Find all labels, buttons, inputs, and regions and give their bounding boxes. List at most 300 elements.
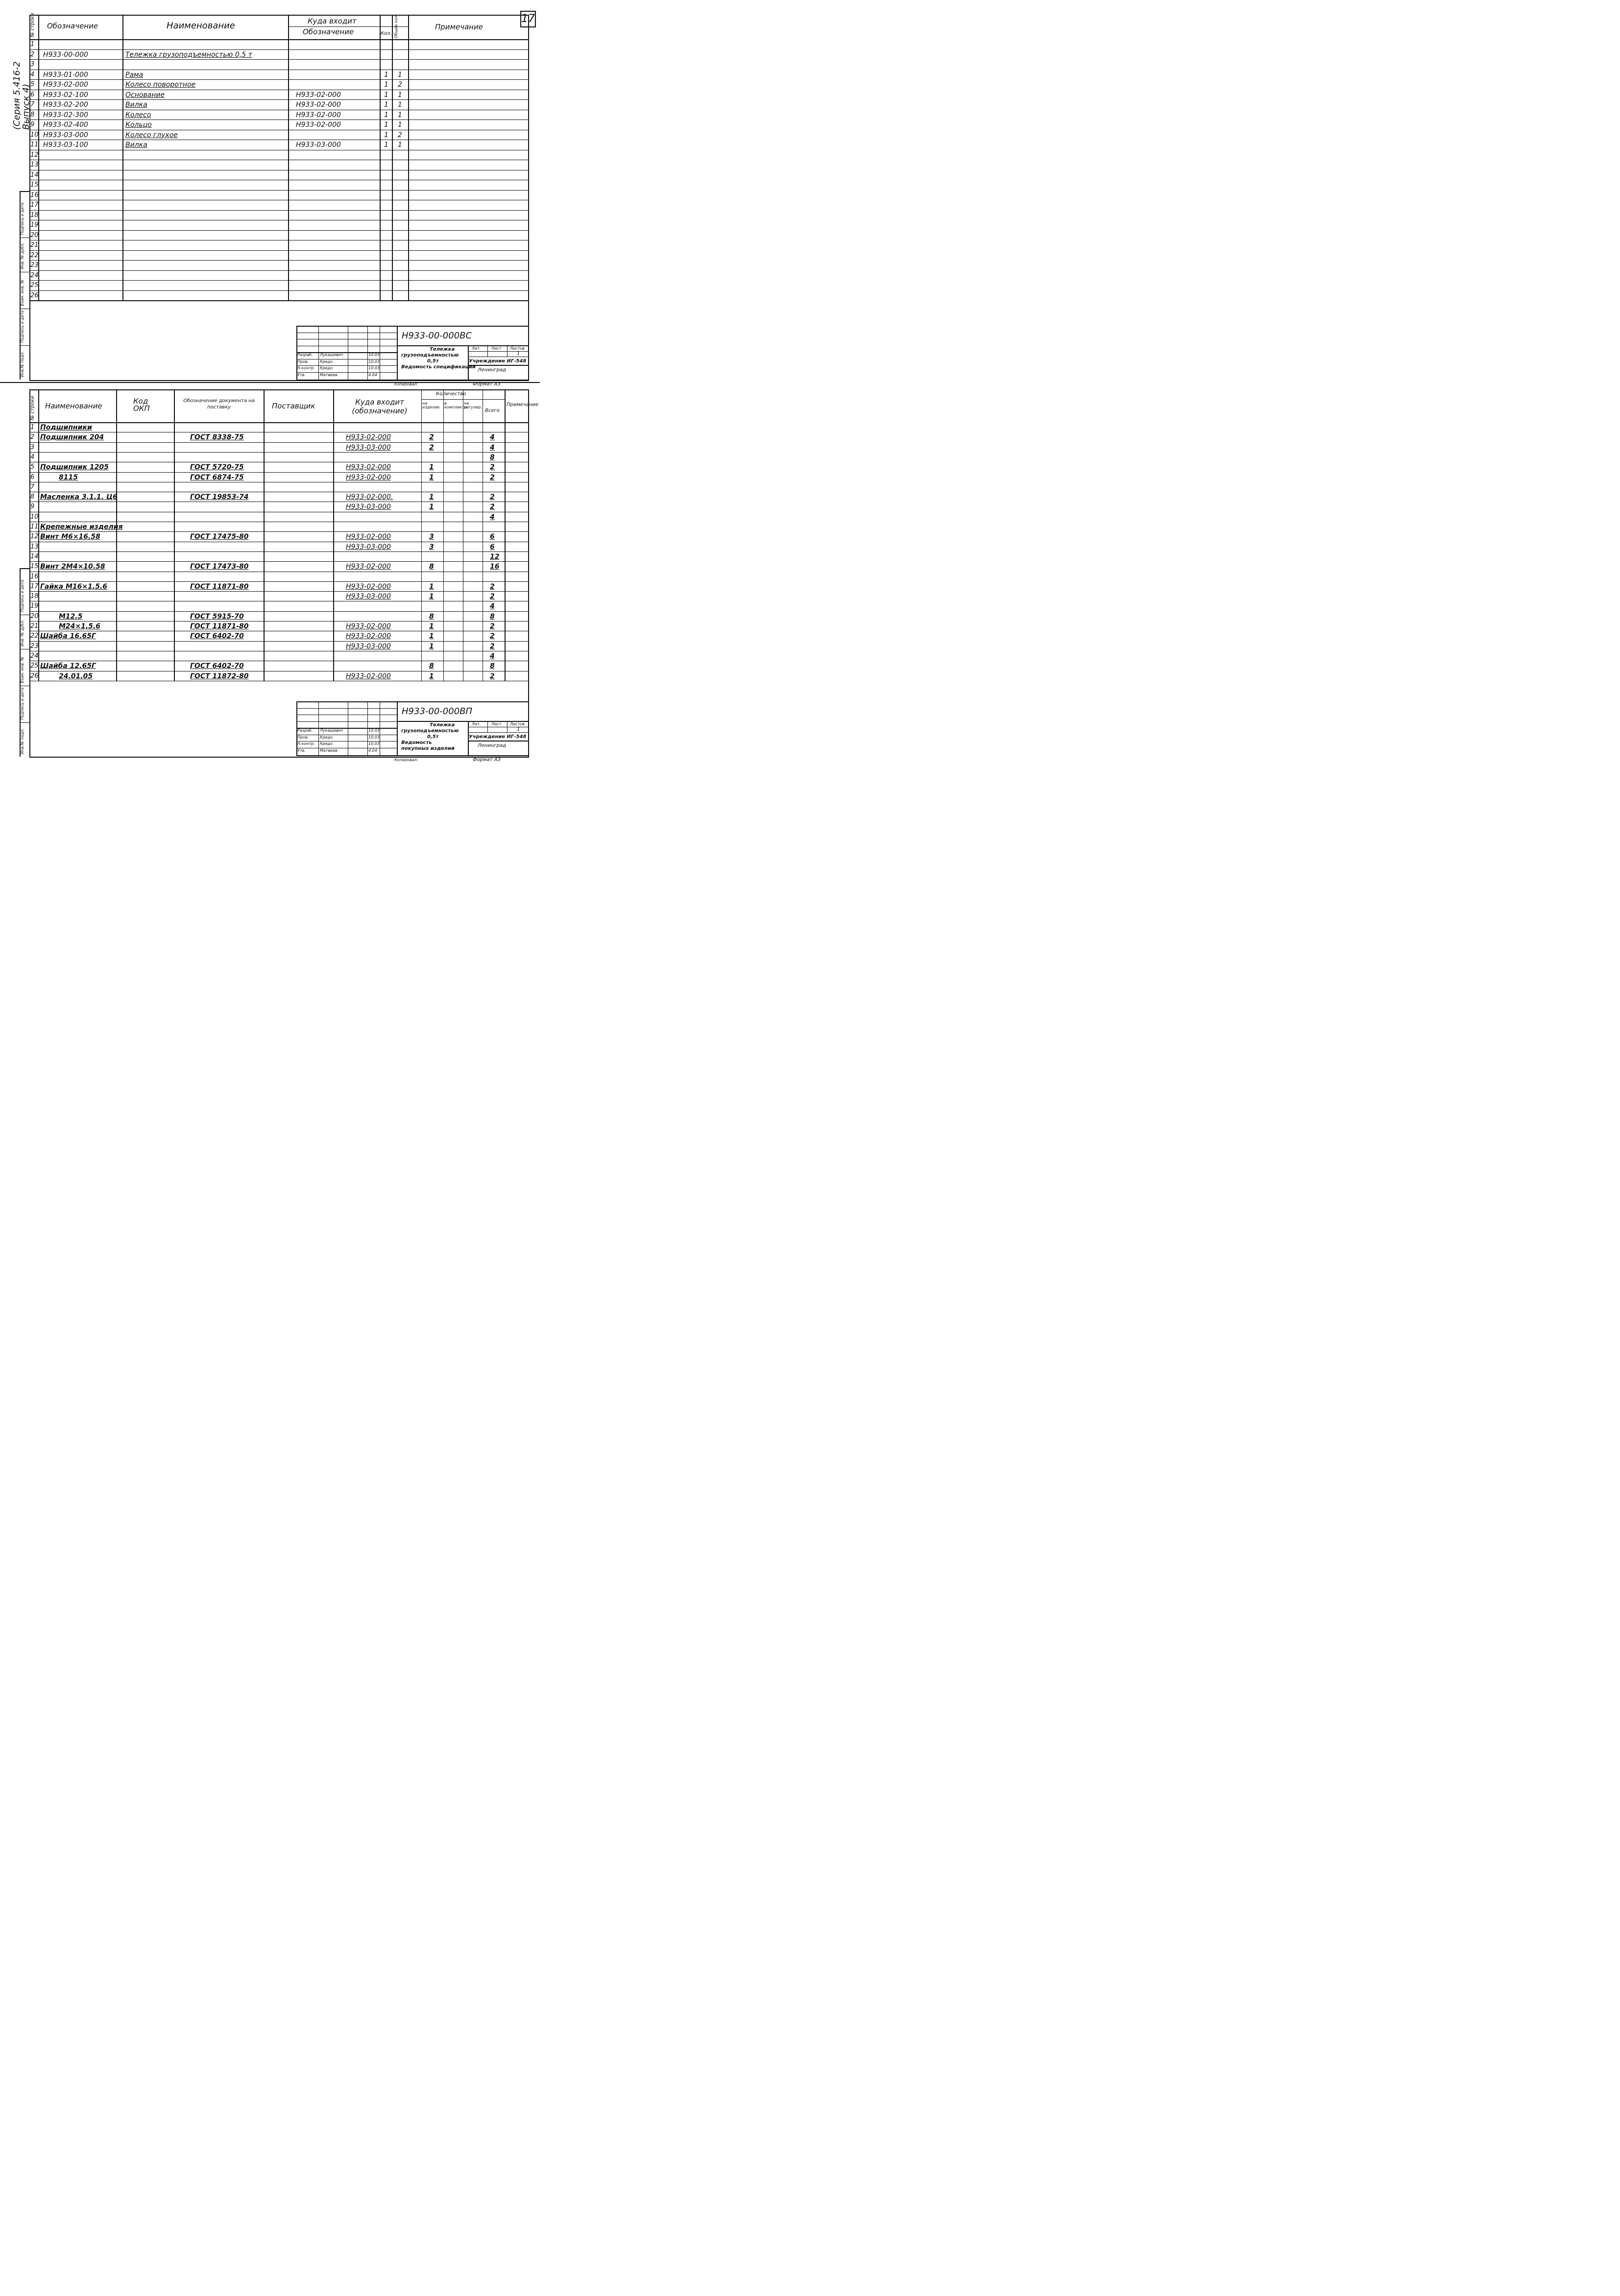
row-supply-doc: ГОСТ 19853-74 [190, 493, 249, 502]
margin-label: Подпись и дата [20, 579, 24, 612]
row-where-used: Н933-02-000 [296, 121, 341, 129]
grid-line [296, 372, 397, 373]
signer-role: Утв. [297, 372, 306, 377]
row-total: 8 [490, 612, 495, 621]
signer-role: Разраб. [297, 353, 313, 357]
row-total: 8 [490, 453, 495, 461]
row-number: 15 [30, 563, 39, 571]
city: Ленинград [478, 367, 506, 373]
row-where-used: Н933-03-000 [346, 642, 391, 650]
margin-label: Взам. инв. № [20, 279, 24, 306]
grid-line [29, 611, 529, 612]
row-number: 1 [30, 424, 35, 431]
header-okp: Код ОКП [133, 397, 150, 413]
series-note: (Серия 5.416-2 Выпуск 4) [12, 61, 31, 130]
row-qty: 1 [384, 121, 388, 129]
row-supply-doc: ГОСТ 17473-80 [190, 563, 249, 571]
row-number: 6 [30, 473, 35, 481]
row-where-used: Н933-03-000 [296, 141, 341, 149]
row-qty: 1 [384, 111, 388, 119]
header-supplier: Поставщик [272, 402, 315, 410]
header-qty: Кол. [381, 31, 392, 36]
row-number: 16 [30, 191, 39, 199]
copied-by: Копировал: [394, 382, 418, 386]
row-number: 12 [30, 151, 39, 159]
document-code: Н933-00-000ВС [402, 331, 472, 341]
sheets-value: 1 [517, 351, 520, 357]
title-line: грузоподъемностью [401, 728, 459, 734]
row-per-item: 1 [429, 593, 434, 601]
row-total: 2 [490, 593, 495, 601]
row-designation: Н933-00-000 [43, 50, 88, 59]
grid-line [296, 721, 397, 722]
grid-line [397, 701, 398, 756]
sign-date: 10.03 [368, 366, 380, 370]
row-per-item: 1 [429, 672, 434, 680]
row-per-item: 1 [429, 622, 434, 630]
row-total: 2 [398, 81, 402, 89]
sheets-value: 1 [517, 727, 520, 732]
row-number: 2 [30, 433, 35, 441]
sheet-divider [0, 382, 540, 383]
sheet-label: Лист [491, 722, 502, 726]
header-supply-doc: Обозначение документа на поставку [183, 398, 255, 410]
row-number: 17 [30, 201, 39, 209]
row-number: 25 [30, 282, 39, 289]
row-where-used: Н933-02-000 [346, 433, 391, 442]
grid-line [29, 442, 529, 443]
grid-line [29, 260, 529, 261]
row-name: Крепежные изделия [40, 523, 123, 531]
row-total: 1 [398, 91, 402, 99]
signer-role: Н.контр. [297, 366, 315, 370]
row-designation: Н933-01-000 [43, 71, 88, 79]
grid-line [505, 389, 506, 681]
row-where-used: Н933-02-000 [296, 111, 341, 119]
row-number: 25 [30, 662, 39, 670]
row-number: 21 [30, 622, 39, 630]
header-note: Примечание [435, 23, 483, 31]
row-total: 4 [490, 513, 495, 521]
title-line: Ведомость [401, 740, 432, 745]
row-where-used: Н933-02-000. [346, 493, 393, 502]
row-number: 13 [30, 543, 39, 550]
row-name: Колесо поворотное [125, 81, 196, 89]
header-name: Наименование [167, 21, 235, 31]
paper-format: Формат А3 [473, 382, 501, 387]
row-total: 12 [490, 552, 500, 561]
grid-line [29, 190, 529, 191]
margin-label: Взам. инв. № [20, 656, 24, 683]
grid-line [408, 15, 409, 300]
row-name: Гайка М16×1,5.6 [40, 582, 108, 591]
row-name: Винт М6×16.58 [40, 533, 100, 541]
row-name: Масленка 3.1.1. Ц6 [40, 493, 118, 502]
row-number: 2 [30, 50, 35, 58]
row-number: 26 [30, 672, 39, 680]
sign-date: 10.03 [368, 741, 380, 746]
row-qty: 1 [384, 131, 388, 139]
header-quantity: Количество [436, 391, 466, 397]
grid-line [29, 270, 529, 271]
title-line: Тележка [430, 722, 455, 728]
grid-line [29, 581, 529, 582]
row-number: 23 [30, 642, 39, 650]
row-total: 2 [490, 632, 495, 641]
header-per-kit: в комплекты [444, 401, 467, 409]
row-where-used: Н933-02-000 [346, 582, 391, 591]
row-total: 4 [490, 652, 495, 660]
row-name: Кольцо [125, 121, 152, 129]
organization: Учреждение ИГ-548 [469, 359, 527, 364]
copied-by: Копировал: [394, 758, 418, 762]
grid-line [288, 26, 408, 27]
row-name: 24.01.05 [59, 672, 93, 680]
header-where-designation: Обозначение [303, 27, 354, 36]
row-number: 6 [30, 91, 35, 98]
lit-label: Лит. [472, 722, 481, 726]
margin-label: Инв.№ подл. [20, 728, 24, 754]
row-qty: 1 [384, 71, 388, 79]
row-designation: Н933-03-100 [43, 141, 88, 149]
title-line: 0,5т [427, 359, 439, 364]
row-name: Подшипники [40, 424, 92, 431]
grid-line [29, 290, 529, 291]
row-number: 5 [30, 463, 35, 471]
row-supply-doc: ГОСТ 8338-75 [190, 433, 244, 442]
grid-line [296, 708, 397, 709]
row-name: Подшипник 1205 [40, 463, 109, 472]
row-per-item: 3 [429, 533, 434, 541]
signer-name: Кредо [320, 359, 333, 364]
row-per-item: 1 [429, 463, 434, 472]
grid-line [380, 15, 381, 300]
row-number: 10 [30, 131, 39, 139]
grid-line [122, 15, 123, 300]
row-per-item: 2 [429, 443, 434, 452]
row-where-used: Н933-02-000 [346, 622, 391, 630]
grid-line [29, 591, 529, 592]
row-supply-doc: ГОСТ 6874-75 [190, 473, 244, 481]
row-per-item: 2 [429, 433, 434, 442]
row-number: 4 [30, 71, 35, 78]
row-supply-doc: ГОСТ 11871-80 [190, 622, 249, 630]
row-number: 22 [30, 632, 39, 640]
row-name: Тележка грузоподъемностью 0,5 т [125, 50, 252, 59]
signer-role: Утв. [297, 748, 306, 753]
sheet-label: Лист [491, 346, 502, 351]
row-designation: Н933-03-000 [43, 131, 88, 139]
grid-line [507, 721, 508, 732]
row-where-used: Н933-03-000 [346, 503, 391, 511]
row-where-used: Н933-02-000 [346, 473, 391, 481]
signer-name: Кредо [320, 366, 333, 370]
row-designation: Н933-02-100 [43, 91, 88, 99]
row-number: 21 [30, 241, 39, 249]
row-supply-doc: ГОСТ 11872-80 [190, 672, 249, 680]
row-per-item: 1 [429, 503, 434, 511]
grid-line [392, 15, 393, 300]
row-total: 2 [490, 463, 495, 472]
row-number: 11 [30, 523, 39, 530]
margin-label: Инв. № дубл. [20, 242, 24, 269]
title-line: Тележка [430, 347, 455, 352]
row-number: 23 [30, 262, 39, 269]
row-number: 8 [30, 111, 35, 119]
header-name: Наименование [45, 402, 102, 410]
margin-label: Подпись и дата [20, 202, 24, 235]
grid-line [421, 389, 422, 681]
grid-line [29, 39, 529, 40]
grid-line [29, 422, 529, 423]
signer-name: Матвеев [320, 372, 338, 377]
grid-line [29, 472, 529, 473]
row-number: 24 [30, 271, 39, 279]
row-where-used: Н933-02-000 [296, 101, 341, 109]
grid-line [264, 389, 265, 681]
grid-line [174, 389, 175, 681]
row-name: 8115 [59, 473, 78, 481]
row-number: 3 [30, 61, 35, 68]
row-total: 4 [490, 433, 495, 442]
row-name: Шайба 16.65Г [40, 632, 96, 641]
row-supply-doc: ГОСТ 5720-75 [190, 463, 244, 472]
row-number: 26 [30, 291, 39, 299]
grid-line [29, 551, 529, 552]
margin-label: Подпись и дата [20, 310, 24, 343]
row-name: Вилка [125, 141, 147, 149]
row-number: 8 [30, 493, 35, 501]
grid-line [421, 399, 505, 400]
row-per-item: 1 [429, 632, 434, 641]
header-total: Всего [485, 408, 500, 413]
row-per-item: 1 [429, 582, 434, 591]
row-total: 2 [490, 672, 495, 680]
row-number: 16 [30, 573, 39, 580]
margin-label: Инв.№ подл. [20, 351, 24, 377]
grid-line [468, 732, 529, 733]
sheet-number: 17 [520, 11, 536, 27]
grid-line [29, 280, 529, 281]
row-total: 1 [398, 111, 402, 119]
row-total: 6 [490, 533, 495, 541]
grid-line [507, 345, 508, 357]
row-total: 1 [398, 71, 402, 79]
grid-line [29, 452, 529, 453]
sign-date: 10.03 [368, 735, 380, 740]
grid-line [29, 300, 529, 301]
row-name: Основание [125, 91, 165, 99]
row-number: 19 [30, 221, 39, 229]
organization: Учреждение ИГ-548 [469, 734, 527, 740]
header-where-used: Куда входит [308, 17, 357, 25]
row-where-used: Н933-02-000 [346, 672, 391, 680]
row-where-used: Н933-03-000 [346, 593, 391, 601]
document-code: Н933-00-000ВП [402, 706, 473, 717]
row-number: 4 [30, 453, 35, 461]
grid-line [29, 561, 529, 562]
row-total: 16 [490, 563, 500, 571]
row-total: 2 [490, 622, 495, 630]
row-qty: 1 [384, 101, 388, 109]
row-designation: Н933-02-400 [43, 121, 88, 129]
margin-label: Подпись и дата [20, 687, 24, 720]
row-number: 18 [30, 593, 39, 600]
sign-date: 10.03 [368, 728, 380, 733]
row-total: 2 [490, 642, 495, 650]
row-per-item: 8 [429, 612, 434, 621]
row-number: 14 [30, 171, 39, 179]
row-number: 12 [30, 533, 39, 541]
row-number: 22 [30, 251, 39, 259]
margin-label: Инв. № дубл. [20, 620, 24, 646]
grid-line [397, 345, 529, 346]
row-number: 3 [30, 443, 35, 451]
grid-line [29, 49, 529, 50]
row-supply-doc: ГОСТ 6402-70 [190, 632, 244, 641]
grid-line [397, 721, 529, 722]
row-total: 4 [490, 602, 495, 611]
drawing-sheet [0, 0, 540, 765]
row-supply-doc: ГОСТ 17475-80 [190, 533, 249, 541]
grid-line [29, 79, 529, 80]
grid-line [487, 721, 488, 732]
signer-name: Лукашевич [320, 353, 343, 357]
row-qty: 1 [384, 141, 388, 149]
row-number: 18 [30, 211, 39, 219]
row-supply-doc: ГОСТ 5915-70 [190, 612, 244, 621]
sign-date: 10.03 [368, 359, 380, 364]
row-where-used: Н933-03-000 [346, 443, 391, 452]
grid-line [29, 210, 529, 211]
row-name: Подшипник 204 [40, 433, 104, 442]
sign-date: 4.04 [368, 372, 377, 377]
row-total: 2 [490, 493, 495, 502]
row-per-item: 1 [429, 493, 434, 502]
sign-date: 4.04 [368, 748, 377, 753]
row-total: 2 [490, 473, 495, 481]
row-where-used: Н933-03-000 [346, 543, 391, 551]
header-per-repair: на регулир. [464, 401, 482, 409]
row-supply-doc: ГОСТ 11871-80 [190, 582, 249, 591]
row-total: 6 [490, 543, 495, 551]
row-name: М24×1,5.6 [59, 622, 101, 630]
row-designation: Н933-02-300 [43, 111, 88, 119]
signer-name: Кредо [320, 741, 333, 746]
row-number: 7 [30, 483, 35, 491]
row-qty: 1 [384, 91, 388, 99]
row-number: 13 [30, 161, 39, 168]
signer-role: Разраб. [297, 728, 313, 733]
signer-name: Лукашевич [320, 728, 343, 733]
row-designation: Н933-02-000 [43, 81, 88, 89]
signer-role: Пров. [297, 735, 309, 740]
row-number: 1 [30, 41, 35, 48]
signer-role: Пров. [297, 359, 309, 364]
paper-format: Формат А3 [473, 757, 501, 763]
row-where-used: Н933-02-000 [346, 632, 391, 641]
row-per-item: 1 [429, 473, 434, 481]
row-number: 9 [30, 121, 35, 128]
row-number: 17 [30, 582, 39, 590]
grid-line [29, 99, 529, 100]
row-name: Шайба 12.65Г [40, 662, 96, 670]
grid-line [116, 389, 117, 681]
grid-line [468, 365, 529, 366]
sheets-label: Листов [510, 722, 525, 726]
row-number: 20 [30, 612, 39, 620]
row-total: 2 [398, 131, 402, 139]
grid-line [29, 641, 529, 642]
grid-line [397, 326, 398, 381]
row-designation: Н933-02-200 [43, 101, 88, 109]
grid-line [443, 389, 444, 681]
row-per-item: 1 [429, 642, 434, 650]
grid-line [487, 345, 488, 357]
grid-line [288, 15, 289, 300]
row-number: 7 [30, 101, 35, 108]
row-where-used: Н933-02-000 [346, 563, 391, 571]
row-number: 5 [30, 81, 35, 88]
row-name: Колесо глухое [125, 131, 178, 139]
grid-line [29, 531, 529, 532]
signer-name: Кредо [320, 735, 333, 740]
row-where-used: Н933-02-000 [296, 91, 341, 99]
row-number: 19 [30, 602, 39, 610]
grid-line [20, 568, 29, 569]
sheets-label: Листов [510, 346, 525, 351]
row-per-item: 3 [429, 543, 434, 551]
title-line: Ведомость спецификаций [401, 364, 476, 370]
signer-name: Матвеев [320, 748, 338, 753]
grid-line [29, 59, 529, 60]
grid-line [20, 345, 29, 346]
row-number: 9 [30, 503, 35, 511]
row-per-item: 8 [429, 662, 434, 670]
row-total: 2 [490, 503, 495, 511]
row-number: 24 [30, 652, 39, 660]
grid-line [333, 389, 334, 681]
row-per-item: 8 [429, 563, 434, 571]
header-note: Примечание [507, 402, 539, 407]
grid-line [29, 230, 529, 231]
row-total: 1 [398, 141, 402, 149]
row-number: 14 [30, 552, 39, 560]
row-total: 2 [490, 582, 495, 591]
row-name: Вилка [125, 101, 147, 109]
header-total-qty: Общее кол. [394, 14, 398, 38]
row-total: 4 [490, 443, 495, 452]
header-designation: Обозначение [47, 22, 98, 30]
lit-label: Лит. [472, 346, 481, 351]
header-per-item: на изделие [422, 401, 440, 409]
row-qty: 1 [384, 81, 388, 89]
grid-line [20, 722, 29, 723]
grid-line [29, 250, 529, 251]
header-row-no: № строки [30, 396, 35, 420]
row-total: 1 [398, 121, 402, 129]
row-name: Колесо [125, 111, 151, 119]
row-where-used: Н933-02-000 [346, 533, 391, 541]
grid-line [29, 621, 529, 622]
row-total: 1 [398, 101, 402, 109]
header-row-no: № строки [30, 13, 35, 37]
row-number: 20 [30, 231, 39, 239]
grid-line [20, 191, 29, 192]
header-where-used: Куда входит (обозначение) [352, 398, 408, 415]
row-name: М12.5 [59, 612, 83, 621]
row-total: 8 [490, 662, 495, 670]
